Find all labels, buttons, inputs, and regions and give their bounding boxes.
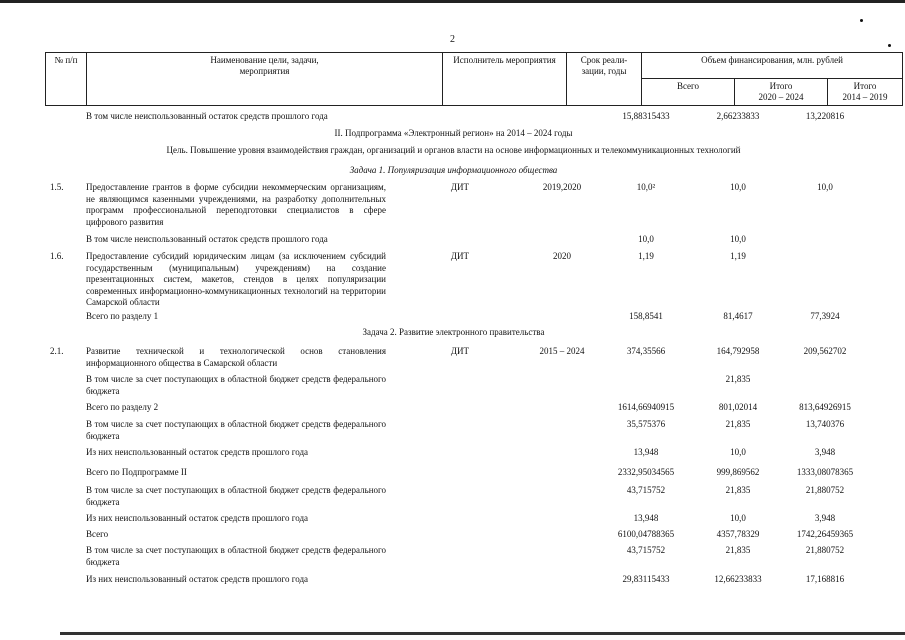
task-title: Задача 1. Популяризация информационного общества bbox=[349, 165, 558, 175]
scan-bottom-edge bbox=[60, 632, 905, 635]
header-total: Всего bbox=[642, 79, 735, 106]
subprogram-title: II. Подпрограмма «Электронный регион» на 2014 – 2024 годы bbox=[334, 128, 573, 138]
subprogram-goal: Цель. Повышение уровня взаимодействия граждан, организаций и органов власти на основе информационных и телекоммуникационных технологий bbox=[166, 145, 741, 155]
header-num: № п/п bbox=[46, 53, 87, 106]
header-term: Срок реали-зации, годы bbox=[567, 53, 642, 106]
scan-top-edge bbox=[0, 0, 905, 3]
scan-speck bbox=[860, 19, 863, 22]
header-2014-2019: Итого 2014 – 2019 bbox=[828, 79, 903, 106]
page-number: 2 bbox=[450, 34, 455, 45]
header-financing: Объем финансирования, млн. рублей bbox=[642, 53, 903, 79]
header-executor: Исполнитель мероприятия bbox=[443, 53, 567, 106]
task-title: Задача 2. Развитие электронного правительства bbox=[362, 327, 545, 337]
header-2020-2024: Итого 2020 – 2024 bbox=[735, 79, 828, 106]
table-header bbox=[45, 52, 903, 106]
header-name: Наименование цели, задачи, мероприятия bbox=[87, 53, 443, 106]
